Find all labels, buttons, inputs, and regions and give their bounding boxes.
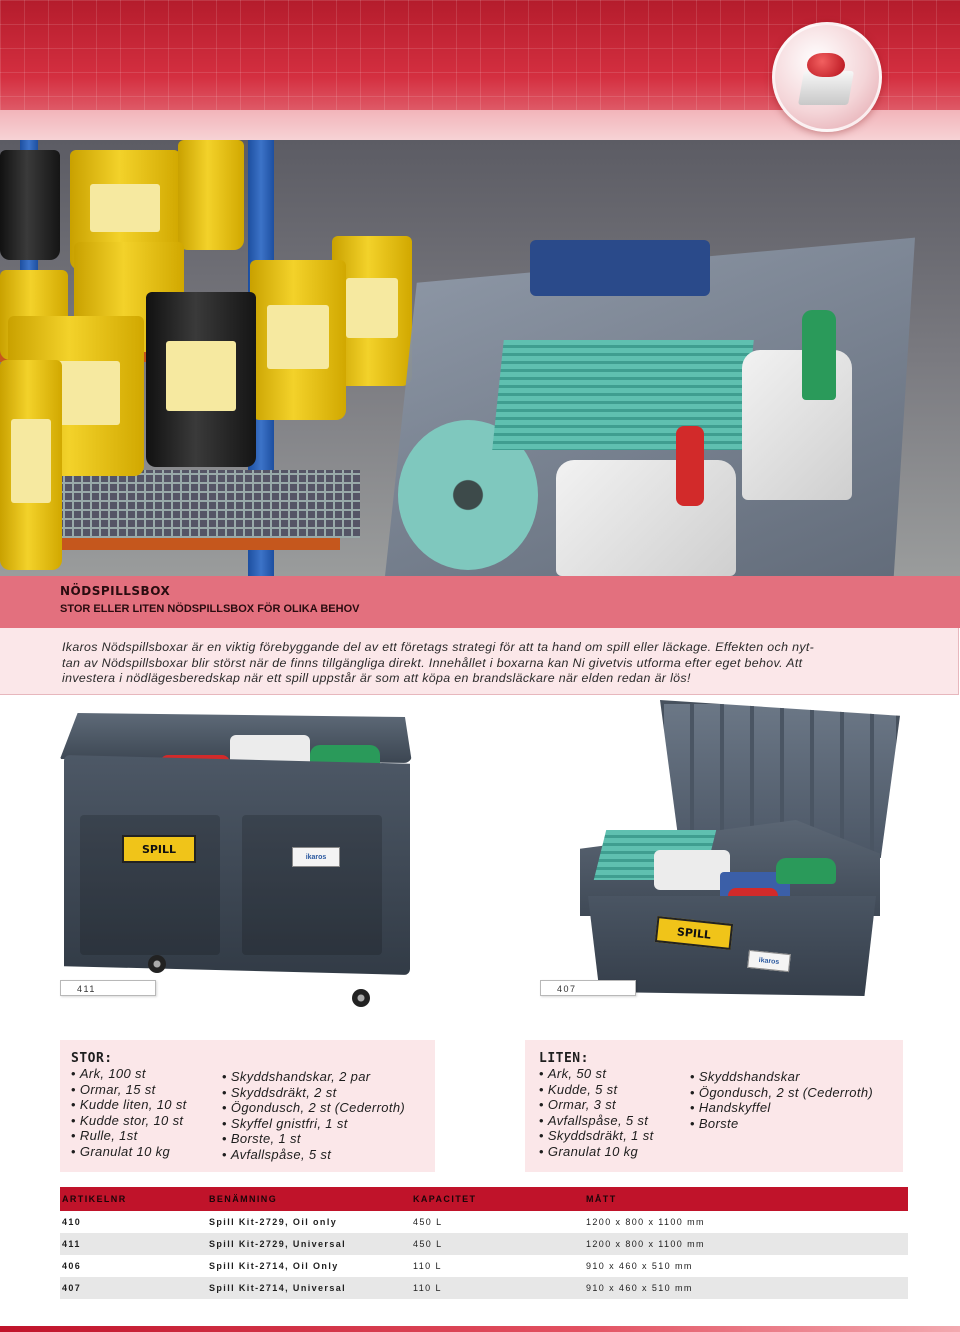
absorbent-pad-stack: [492, 340, 754, 450]
contents-list-large-col2: [222, 1069, 405, 1163]
oil-pail: [146, 292, 256, 467]
product-image-small-box: [570, 700, 910, 1020]
ikaros-sign: ikaros: [747, 950, 791, 972]
list-item: • Borste, 1 st: [222, 1131, 405, 1147]
absorbent-sock: [654, 850, 730, 890]
list-item: • Kudde liten, 10 st: [71, 1097, 187, 1113]
table-cell: 910 x 460 x 510 mm: [586, 1261, 693, 1271]
table-cell: Spill Kit-2729, Universal: [209, 1239, 347, 1249]
table-cell: 1200 x 800 x 1100 mm: [586, 1217, 705, 1227]
ikaros-sign: ikaros: [292, 847, 340, 867]
list-item: • Kudde, 5 st: [539, 1082, 654, 1098]
list-item: • Ögondusch, 2 st (Cederroth): [690, 1085, 873, 1101]
table-row: [60, 1255, 908, 1277]
list-item: • Granulat 10 kg: [71, 1144, 187, 1160]
contents-list-large-col1: [71, 1066, 187, 1160]
table-header-cell: ARTIKELNR: [62, 1194, 127, 1204]
intro-paragraph: [62, 640, 922, 687]
spill-sign: SPILL: [122, 835, 196, 863]
list-item: • Ark, 50 st: [539, 1066, 654, 1082]
oil-pail: [0, 150, 60, 260]
list-item: • Kudde stor, 10 st: [71, 1113, 187, 1129]
intro-panel: [0, 628, 959, 695]
caster-wheel: [148, 955, 166, 973]
bottom-rule: [0, 1326, 960, 1332]
table-header-cell: MÅTT: [586, 1194, 617, 1204]
oil-pail: [178, 140, 244, 250]
hero-photo: [0, 140, 960, 576]
intro-line: Ikaros Nödspillsboxar är en viktig förebyggande del av ett företags strategi för att ta hand om spill eller läckage. Effekten och nyt-: [62, 640, 815, 654]
list-item: • Skyddsdräkt, 1 st: [539, 1128, 654, 1144]
page-subtitle: STOR ELLER LITEN NÖDSPILLSBOX FÖR OLIKA BEHOV: [60, 603, 360, 615]
table-cell: Spill Kit-2729, Oil only: [209, 1217, 338, 1227]
eyewash-bottles: [776, 858, 836, 884]
list-item: • Ögondusch, 2 st (Cederroth): [222, 1100, 405, 1116]
table-cell: 411: [62, 1239, 81, 1249]
list-item: • Skyddshandskar: [690, 1069, 873, 1085]
intro-line: investera i nödlägesberedskap när ett spill uppstår är som att köpa en brandsläckare när elden redan är lös!: [62, 671, 691, 685]
table-cell: 110 L: [413, 1283, 442, 1293]
list-item: • Ormar, 3 st: [539, 1097, 654, 1113]
protective-suit: [530, 240, 710, 296]
contents-list-small-col2: [690, 1069, 873, 1131]
product-image-large-bin: [60, 705, 420, 1010]
list-item: • Skyddsdräkt, 2 st: [222, 1085, 405, 1101]
list-item: • Granulat 10 kg: [539, 1144, 654, 1160]
contents-panel-small: [525, 1040, 903, 1172]
oil-pail: [250, 260, 346, 420]
spill-sign: SPILL: [655, 916, 733, 950]
list-item: • Rulle, 1st: [71, 1128, 187, 1144]
list-item: • Handskyffel: [690, 1100, 873, 1116]
logo-button-knob: [807, 53, 845, 77]
oil-pail: [0, 360, 62, 570]
table-cell: 450 L: [413, 1239, 443, 1249]
article-tag-small: 407: [540, 980, 636, 996]
intro-line: tan av Nödspillsboxar blir störst när de finns tillgängliga direkt. Innehållet i boxarna kan Ni givetvis utforma efter eget behov. Att: [62, 655, 803, 670]
list-item: • Ark, 100 st: [71, 1066, 187, 1082]
table-cell: 110 L: [413, 1261, 442, 1271]
rack-beam: [40, 538, 340, 550]
contents-heading-large: STOR:: [71, 1051, 113, 1066]
bin-panel: [242, 815, 382, 955]
contents-list-small-col1: [539, 1066, 654, 1160]
list-item: • Avfallspåse, 5 st: [539, 1113, 654, 1129]
list-item: • Skyffel gnistfri, 1 st: [222, 1116, 405, 1132]
page-title: NÖDSPILLSBOX: [60, 584, 171, 598]
granulate-sack: [556, 460, 736, 576]
table-row: [60, 1233, 908, 1255]
table-cell: 1200 x 800 x 1100 mm: [586, 1239, 705, 1249]
table-cell: Spill Kit-2714, Oil Only: [209, 1261, 339, 1271]
table-header-cell: BENÄMNING: [209, 1194, 278, 1204]
table-cell: 450 L: [413, 1217, 443, 1227]
table-cell: 410: [62, 1217, 82, 1227]
emergency-button-logo: [772, 22, 882, 132]
list-item: • Ormar, 15 st: [71, 1082, 187, 1098]
list-item: • Borste: [690, 1116, 873, 1132]
shovel-blade: [802, 310, 836, 400]
contents-panel-large: [60, 1040, 435, 1172]
table-row: [60, 1211, 908, 1233]
title-bar: [0, 576, 960, 628]
shovel-handle: [676, 426, 704, 506]
table-cell: Spill Kit-2714, Universal: [209, 1283, 347, 1293]
article-tag-large: 411: [60, 980, 156, 996]
table-header-row: [60, 1187, 908, 1211]
table-cell: 407: [62, 1283, 82, 1293]
list-item: • Skyddshandskar, 2 par: [222, 1069, 405, 1085]
table-cell: 406: [62, 1261, 82, 1271]
table-header-cell: KAPACITET: [413, 1194, 477, 1204]
caster-wheel: [352, 989, 370, 1007]
table-cell: 910 x 460 x 510 mm: [586, 1283, 693, 1293]
article-table: [60, 1187, 908, 1299]
list-item: • Avfallspåse, 5 st: [222, 1147, 405, 1163]
table-row: [60, 1277, 908, 1299]
contents-heading-small: LITEN:: [539, 1051, 589, 1066]
